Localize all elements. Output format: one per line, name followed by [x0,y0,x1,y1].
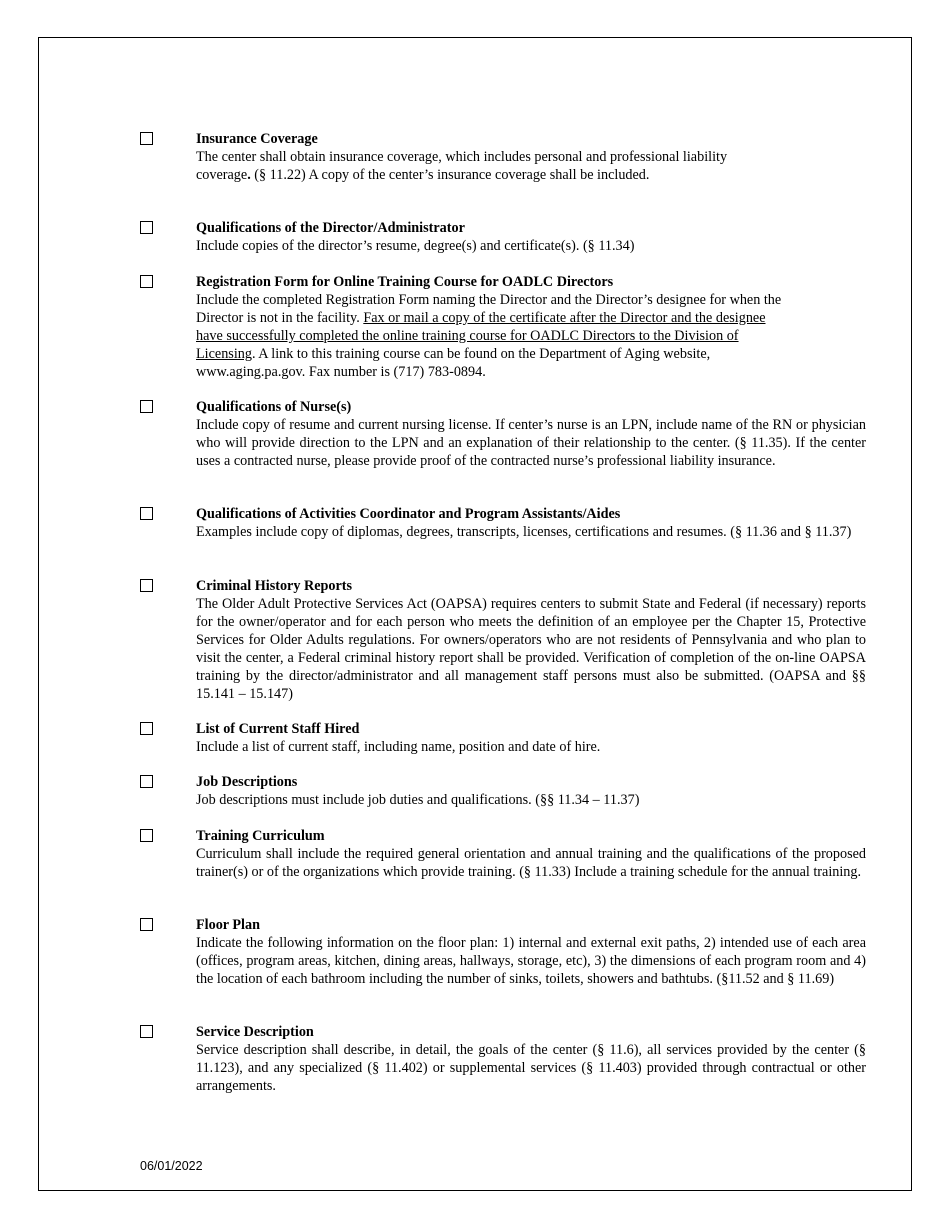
description-text: . A link to this training course can be found on the Department of Aging website, www.aging.pa.gov. Fax number is (717) 783-0894. [196,346,711,380]
item-title: Criminal History Reports [196,578,353,594]
checkbox-training-curriculum[interactable] [140,829,153,842]
item-content [196,219,866,255]
item-content [196,827,866,881]
item-description [196,291,790,381]
item-description: Examples include copy of diplomas, degrees, transcripts, licenses, certifications and resumes. (§ 11.36 and § 11.37) [196,524,852,540]
description-text: The center shall obtain insurance coverage, which includes personal and professional liability coverage [196,149,728,183]
description-text: Include the completed Registration Form naming the Director and the Director’s designee for when the Director is not in the facility. [196,292,782,326]
item-content [196,505,866,541]
item-content [196,577,866,703]
item-description: Service description shall describe, in detail, the goals of the center (§ 11.6), all services provided by the center (§ 11.123), and any specialized (§ 11.402) or supplemental services (§ 11.403) provided through contractual or other arrangements. [196,1042,866,1094]
item-content [196,720,866,756]
checkbox-criminal-history[interactable] [140,579,153,592]
item-description: Curriculum shall include the required general orientation and annual training and the qualifications of the proposed trainer(s) or of the organizations which provide training. (§ 11.33) Include a training schedule for the annual training. [196,846,866,880]
checkbox-job-descriptions[interactable] [140,775,153,788]
footer-date: 06/01/2022 [140,1159,203,1173]
item-description: Indicate the following information on the floor plan: 1) internal and external exit paths, 2) intended use of each area (offices, program areas, kitchen, dining areas, hallways, storage, etc), 3) the dimensions of each program room and 4) the location of each bathroom including the number of sinks, toilets, showers and bathtubs. (§11.52 and § 11.69) [196,935,866,987]
checkbox-activities-coordinator[interactable] [140,507,153,520]
checkbox-director-qualifications[interactable] [140,221,153,234]
checkbox-nurse-qualifications[interactable] [140,400,153,413]
item-description: Include copy of resume and current nursing license. If center’s nurse is an LPN, include name of the RN or physician who will provide direction to the LPN and an explanation of their relationship to the center. (§ 11.35). If the center uses a contracted nurse, please provide proof of the contracted nurse’s professional liability insurance. [196,417,866,469]
item-title: Service Description [196,1024,314,1040]
item-title: Insurance Coverage [196,131,318,147]
item-description: The Older Adult Protective Services Act (OAPSA) requires centers to submit State and Federal (if necessary) reports for the owner/operator and for each person who meets the definition of an employee per the Chapter 15, Protective Services for Older Adults regulations. For owners/operators who are not residents of Pennsylvania and who plan to visit the center, a Federal criminal history report shall be provided. Verification of completion of the on-line OAPSA training by the director/administrator and all management staff persons must also be submitted. (OAPSA and §§ 15.141 – 15.147) [196,596,866,702]
description-bold-period: . [247,167,251,183]
checkbox-current-staff[interactable] [140,722,153,735]
item-description: Include copies of the director’s resume, degree(s) and certificate(s). (§ 11.34) [196,238,635,254]
item-title: Qualifications of Nurse(s) [196,399,352,415]
checkbox-registration-form[interactable] [140,275,153,288]
checkbox-floor-plan[interactable] [140,918,153,931]
item-title: List of Current Staff Hired [196,721,360,737]
item-content [196,916,866,988]
item-title: Qualifications of the Director/Administrator [196,220,465,236]
item-title: Job Descriptions [196,774,298,790]
description-text: (§ 11.22) A copy of the center’s insurance coverage shall be included. [250,167,650,183]
item-title: Floor Plan [196,917,260,933]
checkbox-insurance-coverage[interactable] [140,132,153,145]
item-description [196,148,778,184]
item-content [196,773,866,809]
item-description: Job descriptions must include job duties and qualifications. (§§ 11.34 – 11.37) [196,792,640,808]
item-content [196,1023,866,1095]
checkbox-service-description[interactable] [140,1025,153,1038]
item-content [196,130,778,184]
item-title: Training Curriculum [196,828,325,844]
item-title: Qualifications of Activities Coordinator and Program Assistants/Aides [196,506,621,522]
item-title: Registration Form for Online Training Course for OADLC Directors [196,274,614,290]
item-content [196,273,790,381]
description-underlined-text: Fax or mail a copy of the certificate after the Director and the designee have successfully completed the online training course for OADLC Directors to the Division of Licensing [196,310,766,362]
item-description: Include a list of current staff, including name, position and date of hire. [196,739,601,755]
item-content [196,398,866,470]
